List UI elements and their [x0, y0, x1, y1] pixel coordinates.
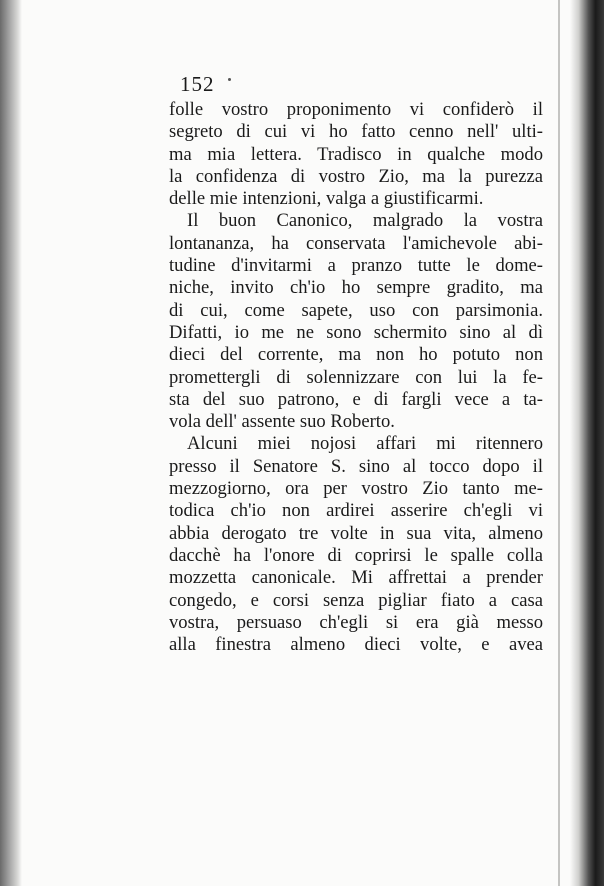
page-binding-shadow — [0, 0, 22, 886]
text-line: la confidenza di vostro Zio, ma la purezza — [169, 165, 543, 187]
text-line: delle mie intenzioni, valga a giustificarmi. — [169, 188, 484, 210]
text-line: ma mia lettera. Tradisco in qualche modo — [169, 143, 543, 165]
text-line: alla finestra almeno dieci volte, e avea — [169, 634, 543, 656]
text-line: mezzogiorno, ora per vostro Zio tanto me- — [169, 478, 543, 500]
text-line: niche, invito ch'io ho sempre gradito, ma — [169, 277, 543, 299]
page-edge-line — [558, 0, 560, 886]
page-number: 152 — [180, 72, 215, 96]
text-line: presso il Senatore S. sino al tocco dopo il — [169, 455, 543, 477]
text-line: vola dell' assente suo Roberto. — [169, 411, 395, 433]
text-line: lontananza, ha conservata l'amichevole abi- — [169, 232, 543, 254]
page-edge-shadow — [570, 0, 604, 886]
text-line: tudine d'invitarmi a pranzo tutte le dome- — [169, 255, 543, 277]
text-line: sta del suo patrono, e di fargli vece a ta- — [169, 388, 543, 410]
paragraph-start: Alcuni miei nojosi affari mi ritennero — [187, 433, 543, 455]
text-line: di cui, come sapete, uso con parsimonia. — [169, 299, 543, 321]
text-line: mozzetta canonicale. Mi affrettai a prender — [169, 567, 543, 589]
text-line: todica ch'io non ardirei asserire ch'egli vi — [169, 500, 543, 522]
text-line: dacchè ha l'onore di coprirsi le spalle colla — [169, 544, 543, 566]
text-line: promettergli di solennizzare con lui la fe- — [169, 366, 543, 388]
text-line: vostra, persuaso ch'egli si era già messo — [169, 611, 543, 633]
text-line: Difatti, io me ne sono schermito sino al dì — [169, 321, 543, 343]
ink-speck — [228, 78, 231, 81]
text-line: congedo, e corsi senza pigliar fiato a casa — [169, 589, 543, 611]
paragraph-start: Il buon Canonico, malgrado la vostra — [187, 210, 543, 232]
text-line: segreto di cui vi ho fatto cenno nell' ulti- — [169, 121, 543, 143]
body-text — [169, 99, 543, 656]
text-line: dieci del corrente, ma non ho potuto non — [169, 344, 543, 366]
text-line: folle vostro proponimento vi confiderò il — [169, 99, 543, 120]
text-line: abbia derogato tre volte in sua vita, almeno — [169, 522, 543, 544]
